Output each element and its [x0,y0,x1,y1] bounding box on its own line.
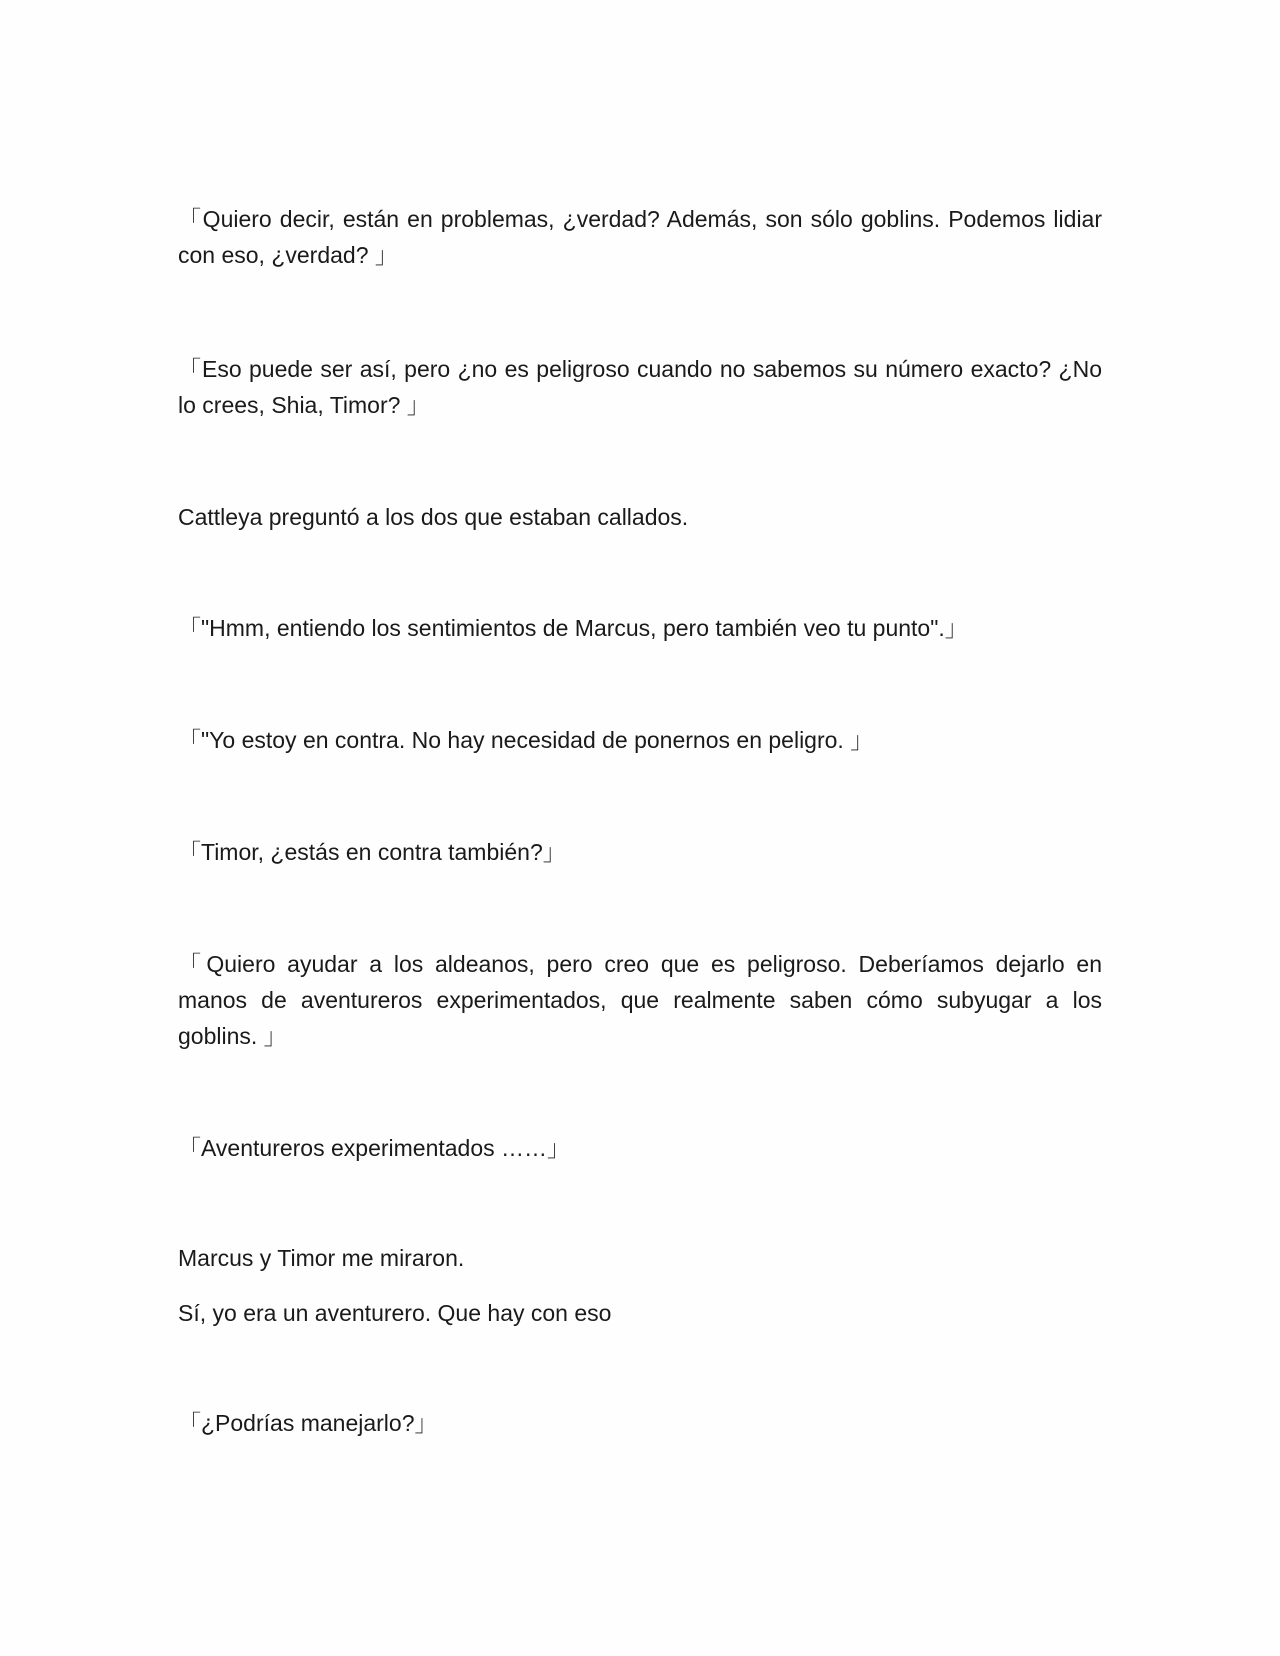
paragraph-2: 「Eso puede ser así, pero ¿no es peligroso cuando no sabemos su número exacto? ¿No lo crees, Shia, Timor? 」 [178,356,1102,418]
paragraph-7: 「Quiero ayudar a los aldeanos, pero creo que es peligroso. Deberíamos dejarlo en manos de aventureros experimentados, que realmente saben cómo subyugar a los goblins. 」 [178,951,1102,1049]
paragraph-1: 「Quiero decir, están en problemas, ¿verdad? Además, son sólo goblins. Podemos lidiar con eso, ¿verdad? 」 [178,206,1102,268]
paragraph-3: Cattleya preguntó a los dos que estaban callados. [178,504,689,530]
paragraph-11: 「¿Podrías manejarlo?」 [178,1410,438,1436]
paragraph-5: 「"Yo estoy en contra. No hay necesidad de ponernos en peligro. 」 [178,727,874,753]
paragraph-8: 「Aventureros experimentados ……」 [178,1135,571,1161]
paragraph-10: Sí, yo era un aventurero. Que hay con eso [178,1300,612,1326]
paragraph-9: Marcus y Timor me miraron. [178,1245,465,1271]
paragraph-4: 「"Hmm, entiendo los sentimientos de Marcus, pero también veo tu punto".」 [178,615,968,641]
paragraph-6: 「Timor, ¿estás en contra también?」 [178,839,566,865]
